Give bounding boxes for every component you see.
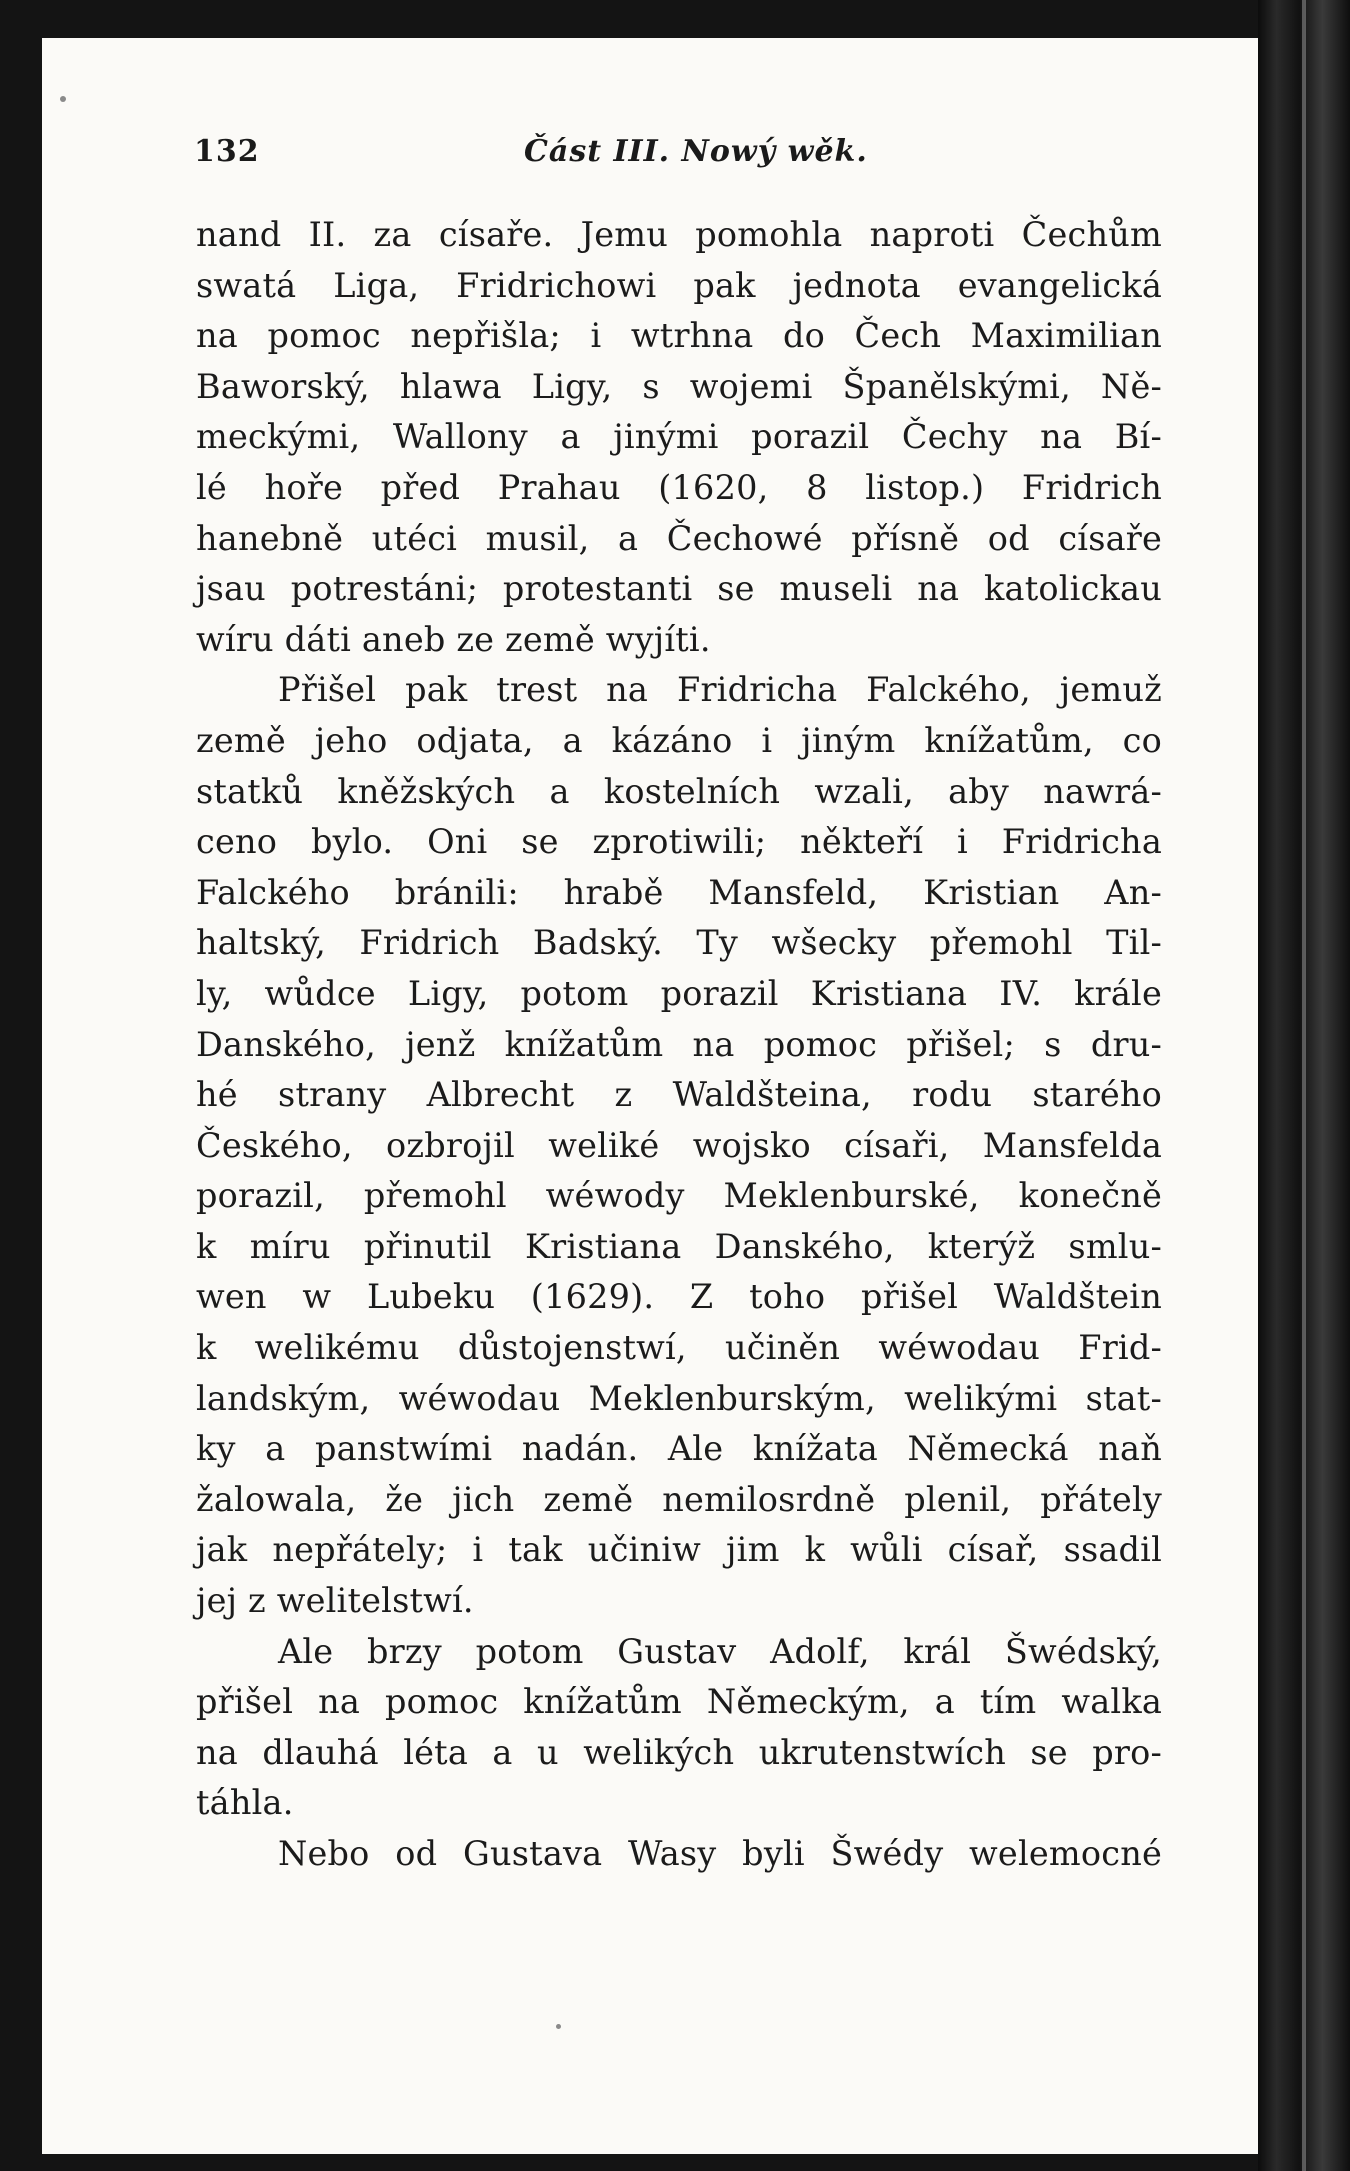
page-edge-stripe bbox=[1302, 0, 1306, 2171]
paragraph-4 bbox=[196, 1829, 1162, 1880]
text-line: statků kněžských a kostelních wzali, aby nawrá- bbox=[196, 771, 1162, 811]
text-line: ly, wůdce Ligy, potom porazil Kristiana IV. krále bbox=[196, 973, 1162, 1013]
text-line: swatá Liga, Fridrichowi pak jednota evangelická bbox=[196, 265, 1162, 305]
text-line: Přišel pak trest na Fridricha Falckého, jemuž bbox=[278, 670, 1162, 710]
text-line: Ale brzy potom Gustav Adolf, král Šwédský, bbox=[278, 1631, 1162, 1671]
text-line: k míru přinutil Kristiana Danského, kterýž smlu- bbox=[196, 1226, 1162, 1266]
text-line: Českého, ozbrojil weliké wojsko císaři, Mansfelda bbox=[196, 1125, 1162, 1165]
page-number: 132 bbox=[194, 134, 260, 169]
text-line: ky a panstwími nadán. Ale knížata Německá naň bbox=[196, 1429, 1162, 1469]
text-line: žalowala, že jich země nemilosrdně plenil, přátely bbox=[196, 1479, 1162, 1519]
text-line: na pomoc nepřišla; i wtrhna do Čech Maximilian bbox=[196, 316, 1162, 356]
text-line: ceno bylo. Oni se zprotiwili; někteří i Fridricha bbox=[196, 822, 1162, 862]
text-line: Danského, jenž knížatům na pomoc přišel; s dru- bbox=[196, 1024, 1162, 1064]
text-line: nand II. za císaře. Jemu pomohla naproti Čechům bbox=[196, 215, 1162, 254]
running-header bbox=[194, 128, 1124, 178]
paragraph-2 bbox=[196, 665, 1162, 1626]
text-line: k welikému důstojenstwí, učiněn wéwodau Frid- bbox=[196, 1328, 1162, 1368]
text-line: jej z welitelstwí. bbox=[196, 1581, 474, 1621]
text-line: jsau potrestáni; protestanti se museli na katolickau bbox=[196, 569, 1162, 609]
scan-speck bbox=[556, 2024, 561, 2029]
scan-speck bbox=[60, 96, 66, 102]
text-line: země jeho odjata, a kázáno i jiným knížatům, co bbox=[196, 720, 1162, 760]
text-line: hé strany Albrecht z Waldšteina, rodu starého bbox=[196, 1075, 1162, 1115]
running-head: Část III. Nowý wěk. bbox=[524, 134, 868, 169]
text-line: Baworský, hlawa Ligy, s wojemi Španělskými, Ně- bbox=[196, 366, 1162, 406]
text-line: přišel na pomoc knížatům Německým, a tím walka bbox=[196, 1682, 1162, 1722]
text-line: haltský, Fridrich Badský. Ty wšecky přemohl Til- bbox=[196, 923, 1162, 963]
text-line: Nebo od Gustava Wasy byli Šwédy welemocné bbox=[278, 1834, 1162, 1873]
text-line: porazil, přemohl wéwody Meklenburské, konečně bbox=[196, 1176, 1162, 1216]
text-line: na dlauhá léta a u welikých ukrutenstwích se pro- bbox=[196, 1732, 1162, 1772]
text-line: lé hoře před Prahau (1620, 8 listop.) Fridrich bbox=[196, 467, 1162, 507]
text-line: hanebně utéci musil, a Čechowé přísně od císaře bbox=[196, 518, 1162, 558]
text-line: meckými, Wallony a jinými porazil Čechy na Bí- bbox=[196, 417, 1162, 457]
text-line: táhla. bbox=[196, 1783, 294, 1823]
text-line: Falckého bránili: hrabě Mansfeld, Kristian An- bbox=[196, 872, 1162, 912]
body-text bbox=[196, 210, 1162, 1880]
text-line: jak nepřátely; i tak učiniw jim k wůli císař, ssadil bbox=[196, 1530, 1162, 1570]
text-line: landským, wéwodau Meklenburským, welikými stat- bbox=[196, 1378, 1162, 1418]
text-line: wen w Lubeku (1629). Z toho přišel Waldštein bbox=[196, 1277, 1162, 1317]
paragraph-3 bbox=[196, 1627, 1162, 1829]
text-line: wíru dáti aneb ze země wyjíti. bbox=[196, 619, 711, 659]
paragraph-1 bbox=[196, 210, 1162, 665]
book-edge bbox=[1258, 0, 1350, 2171]
